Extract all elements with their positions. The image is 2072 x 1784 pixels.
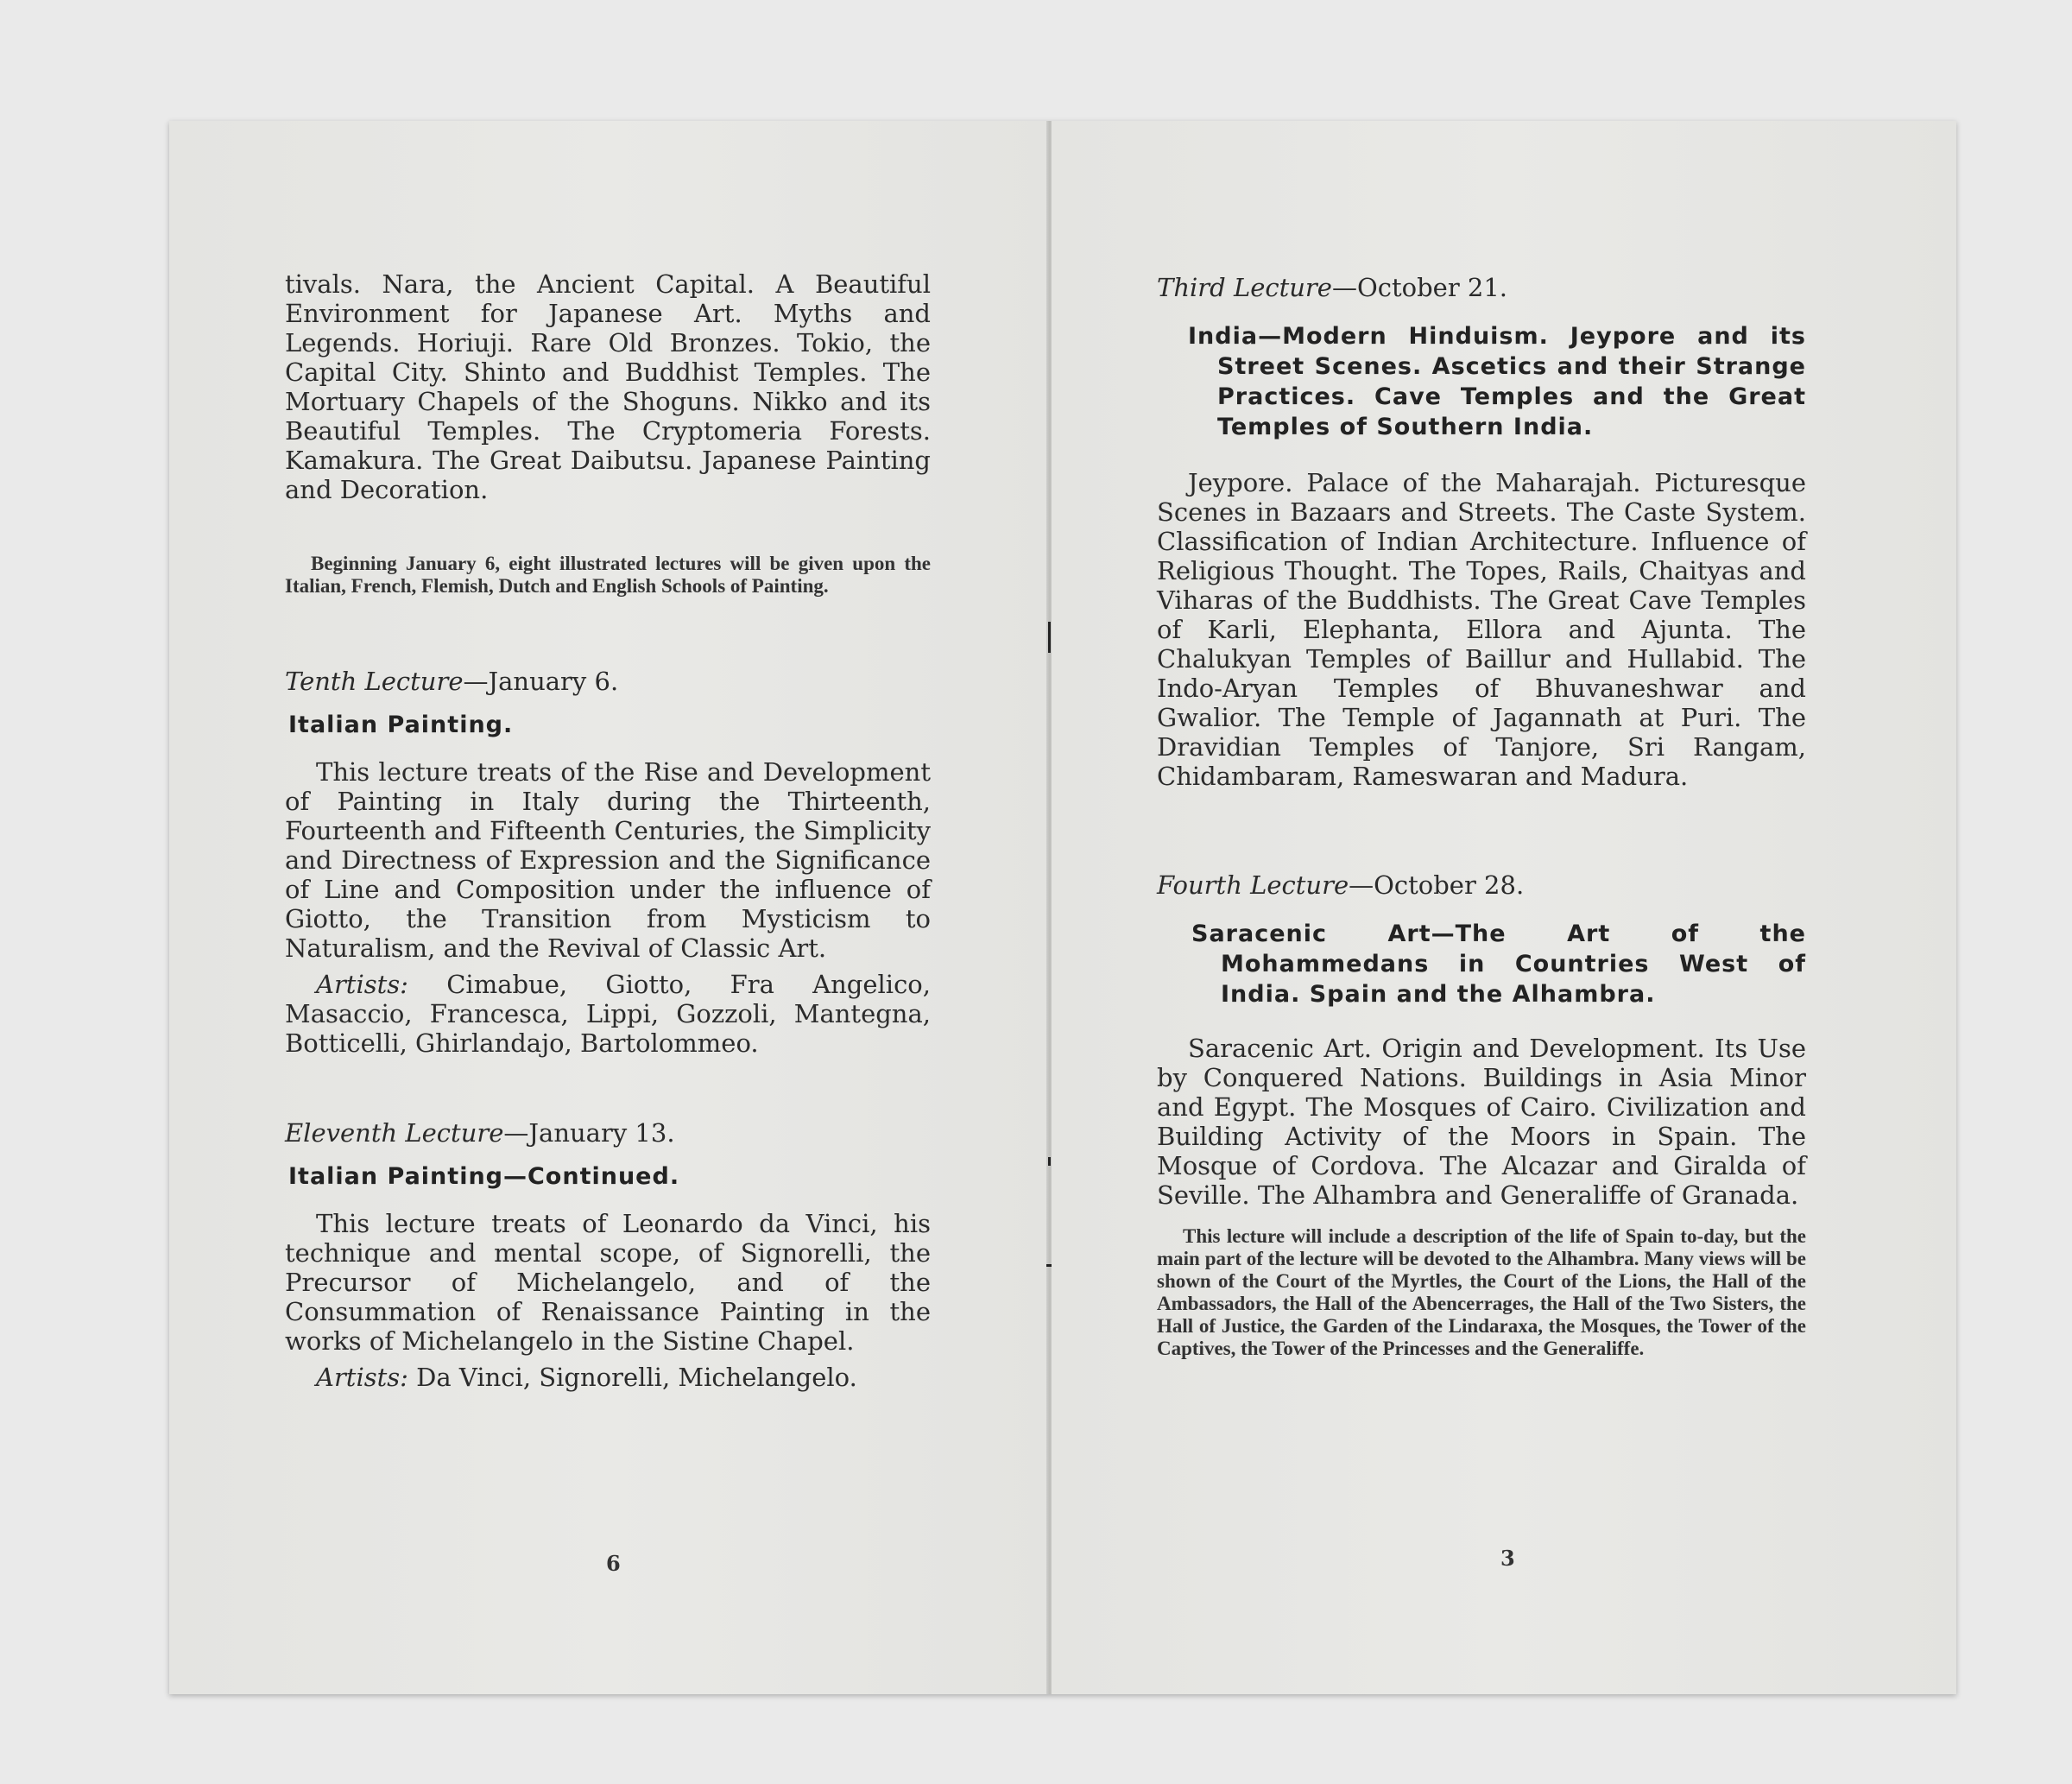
left-page <box>169 121 1048 1694</box>
tenth-artists-label: Artists: <box>316 970 408 999</box>
third-lecture-date: —October 21. <box>1331 273 1508 302</box>
fourth-lecture-subject: Saracenic Art—The Art of the Mohammedans in Countries West of India. Spain and the Alhambra. <box>1191 920 1806 1008</box>
eleventh-artists-label: Artists: <box>316 1363 408 1392</box>
tenth-lecture-label: Tenth Lecture <box>285 667 464 696</box>
tenth-lecture-description: This lecture treats of the Rise and Development of Painting in Italy during the Thirteenth, Fourteenth and Fifteenth Centuries, the Simplicity and Directness of Expression and the Significance of Line and Composition under the influence of Giotto, the Transition from Mysticism to Naturalism, and the Revival of Classic Art. <box>285 757 931 963</box>
staple-mark <box>1048 622 1051 653</box>
third-lecture-heading <box>1157 273 1806 302</box>
schools-notice: Beginning January 6, eight illustrated lectures will be given upon the Italian, French, Flemish, Dutch and English Schools of Painting. <box>285 553 931 597</box>
third-lecture-label: Third Lecture <box>1157 273 1332 302</box>
alhambra-note: This lecture will include a description of the life of Spain to-day, but the main part of the lecture will be devoted to the Alhambra. Many views will be shown of the Court of the Myrtles, the Court of the Lions, the Hall of the Ambassadors, the Hall of the Abencerrages, the Hall of the Two Sisters, the Hall of Justice, the Garden of the Lindaraxa, the Mosques, the Tower of the Captives, the Tower of the Princesses and the Generaliffe. <box>1157 1225 1806 1359</box>
eleventh-lecture-description: This lecture treats of Leonardo da Vinci, his technique and mental scope, of Signorelli, the Precursor of Michelangelo, and of the Consummation of Renaissance Painting in the works of Michelangelo in the Sistine Chapel. <box>285 1209 931 1356</box>
eleventh-lecture-subject: Italian Painting—Continued. <box>288 1163 680 1190</box>
left-page-number: 6 <box>606 1551 621 1576</box>
right-page-number: 3 <box>1500 1546 1515 1571</box>
eleventh-lecture-label: Eleventh Lecture <box>285 1118 504 1148</box>
left-column <box>285 269 931 1392</box>
intro-paragraph: tivals. Nara, the Ancient Capital. A Beautiful Environment for Japanese Art. Myths and Legends. Horiuji. Rare Old Bronzes. Tokio, the Capital City. Shinto and Buddhist Temples. The Mortuary Chapels of the Shoguns. Nikko and its Beautiful Temples. The Cryptomeria Forests. Kamakura. The Great Daibutsu. Japanese Painting and Decoration. <box>285 269 931 504</box>
eleventh-lecture-date: —January 13. <box>503 1118 675 1148</box>
fourth-lecture-label: Fourth Lecture <box>1157 870 1349 900</box>
eleventh-lecture-artists <box>285 1363 931 1392</box>
eleventh-artists-list: Da Vinci, Signorelli, Michelangelo. <box>407 1363 857 1392</box>
fourth-lecture-heading <box>1157 870 1806 900</box>
fourth-lecture-description: Saracenic Art. Origin and Development. Its Use by Conquered Nations. Buildings in Asia Minor and Egypt. The Mosques of Cairo. Civilization and Building Activity of the Moors in Spain. The Mosque of Cordova. The Alcazar and Giralda of Seville. The Alhambra and Generaliffe of Granada. <box>1157 1034 1806 1210</box>
tenth-lecture-date: —January 6. <box>463 667 619 696</box>
third-lecture-description: Jeypore. Palace of the Maharajah. Picturesque Scenes in Bazaars and Streets. The Caste System. Classification of Indian Architecture. Influence of Religious Thought. The Topes, Rails, Chaityas and Viharas of the Buddhists. The Great Cave Temples of Karli, Elephanta, Ellora and Ajunta. The Chalukyan Temples of Baillur and Hullabid. The Indo-Aryan Temples of Bhuvaneshwar and Gwalior. The Temple of Jagannath at Puri. The Dravidian Temples of Tanjore, Sri Rangam, Chidambaram, Rameswaran and Madura. <box>1157 468 1806 791</box>
tenth-lecture-subject: Italian Painting. <box>288 712 514 738</box>
staple-mark <box>1048 1157 1051 1166</box>
tenth-lecture-artists <box>285 970 931 1058</box>
tenth-artists-list: Cimabue, Giotto, Fra Angelico, Masaccio, Francesca, Lippi, Gozzoli, Mantegna, Botticelli, Ghirlandajo, Bartolommeo. <box>285 970 931 1058</box>
right-page <box>1052 121 1956 1694</box>
fourth-lecture-date: —October 28. <box>1349 870 1525 900</box>
right-column <box>1157 273 1806 1360</box>
tenth-lecture-heading <box>285 667 931 696</box>
third-lecture-subject: India—Modern Hinduism. Jeypore and its Street Scenes. Ascetics and their Strange Practices. Cave Temples and the Great Temples of Southern India. <box>1188 323 1806 440</box>
eleventh-lecture-heading <box>285 1118 931 1148</box>
open-booklet <box>169 121 1956 1694</box>
